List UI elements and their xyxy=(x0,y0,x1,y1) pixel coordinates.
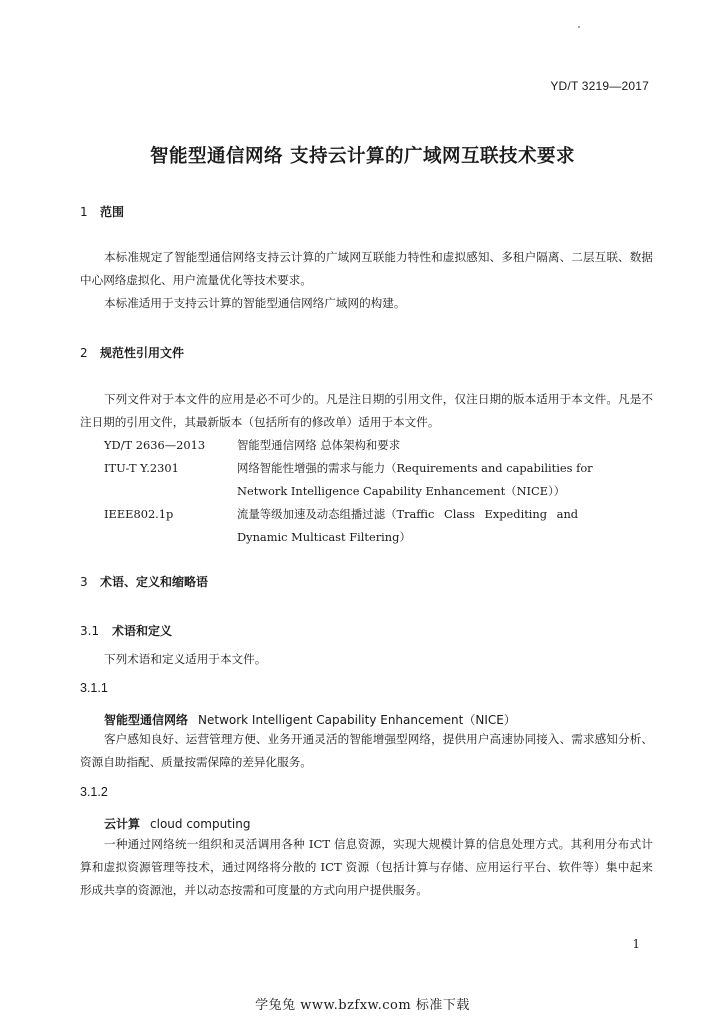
download-footer: 学兔兔 www.bzfxw.com 标准下载 xyxy=(255,998,470,1013)
page-number: 1 xyxy=(632,937,640,951)
subsection-3-1-intro: 下列术语和定义适用于本文件。 xyxy=(104,652,267,666)
subsection-3-1-heading xyxy=(80,622,172,639)
reference-title-continued: Network Intelligence Capability Enhancement（NICE）） xyxy=(237,484,566,498)
section-2-title: 规范性引用文件 xyxy=(100,346,185,360)
section-1-heading xyxy=(80,203,124,220)
reference-row xyxy=(104,457,614,480)
term-nice-english: Network Intelligent Capability Enhancement（NICE） xyxy=(198,713,516,727)
subsection-3-1-title: 术语和定义 xyxy=(112,624,173,638)
term-cloud-computing-definition: 一种通过网络统一组织和灵活调用各种 ICT 信息资源，实现大规模计算的信息处理方式。其利用分布式计算和虚拟资源管理等技术，通过网络将分散的 ICT 资源（包括计算与存储、应用运行平台、软件等）集中起来形成共享的资源池，并以动态按需和可度量的方式向用户提供服务。 xyxy=(80,837,653,897)
clause-3-1-2-number: 3.1.2 xyxy=(80,785,108,799)
term-nice-definition: 客户感知良好、运营管理方便、业务开通灵活的智能增强型网络，提供用户高速协同接入、需求感知分析、资源自助指配、质量按需保障的差异化服务。 xyxy=(80,732,653,769)
section-3-heading xyxy=(80,573,208,590)
section-1-paragraph-2: 本标准适用于支持云计算的智能型通信网络广域网的构建。 xyxy=(104,296,406,310)
term-cloud-computing xyxy=(104,815,250,832)
reference-row-continued xyxy=(104,526,614,549)
reference-title: 智能型通信网络 总体架构和要求 xyxy=(237,438,401,452)
clause-3-1-1-number: 3.1.1 xyxy=(80,681,108,695)
term-nice xyxy=(104,711,516,728)
reference-code: IEEE802.1p xyxy=(104,507,174,521)
section-3-number: 3 xyxy=(80,575,88,589)
section-2-number: 2 xyxy=(80,346,88,360)
reference-row xyxy=(104,434,614,457)
document-title: 智能型通信网络 支持云计算的广域网互联技术要求 xyxy=(150,146,575,167)
reference-code: ITU-T Y.2301 xyxy=(104,461,179,475)
reference-row xyxy=(104,503,614,526)
standard-code: YD/T 3219—2017 xyxy=(550,79,649,93)
reference-title: 网络智能性增强的需求与能力（Requirements and capabilities for xyxy=(237,461,593,475)
subsection-3-1-number: 3.1 xyxy=(80,624,100,638)
reference-row-continued xyxy=(104,480,614,503)
normative-references-table xyxy=(104,434,614,549)
term-cloud-computing-chinese: 云计算 xyxy=(104,817,141,831)
reference-code: YD/T 2636—2013 xyxy=(104,438,206,452)
term-nice-chinese: 智能型通信网络 xyxy=(104,713,189,727)
section-3-title: 术语、定义和缩略语 xyxy=(100,575,209,589)
reference-title-continued: Dynamic Multicast Filtering） xyxy=(237,530,411,544)
reference-title: 流量等级加速及动态组播过滤（Traffic Class Expediting and xyxy=(237,507,579,521)
section-1-number: 1 xyxy=(80,205,88,219)
section-2-heading xyxy=(80,344,184,361)
section-1-paragraph-1: 本标准规定了智能型通信网络支持云计算的广域网互联能力特性和虚拟感知、多租户隔离、二层互联、数据中心网络虚拟化、用户流量优化等技术要求。 xyxy=(80,250,653,287)
scan-speck xyxy=(578,26,580,28)
section-1-title: 范围 xyxy=(100,205,125,219)
term-cloud-computing-english: cloud computing xyxy=(150,817,251,831)
section-2-paragraph-1: 下列文件对于本文件的应用是必不可少的。凡是注日期的引用文件，仅注日期的版本适用于本文件。凡是不注日期的引用文件，其最新版本（包括所有的修改单）适用于本文件。 xyxy=(80,392,653,429)
